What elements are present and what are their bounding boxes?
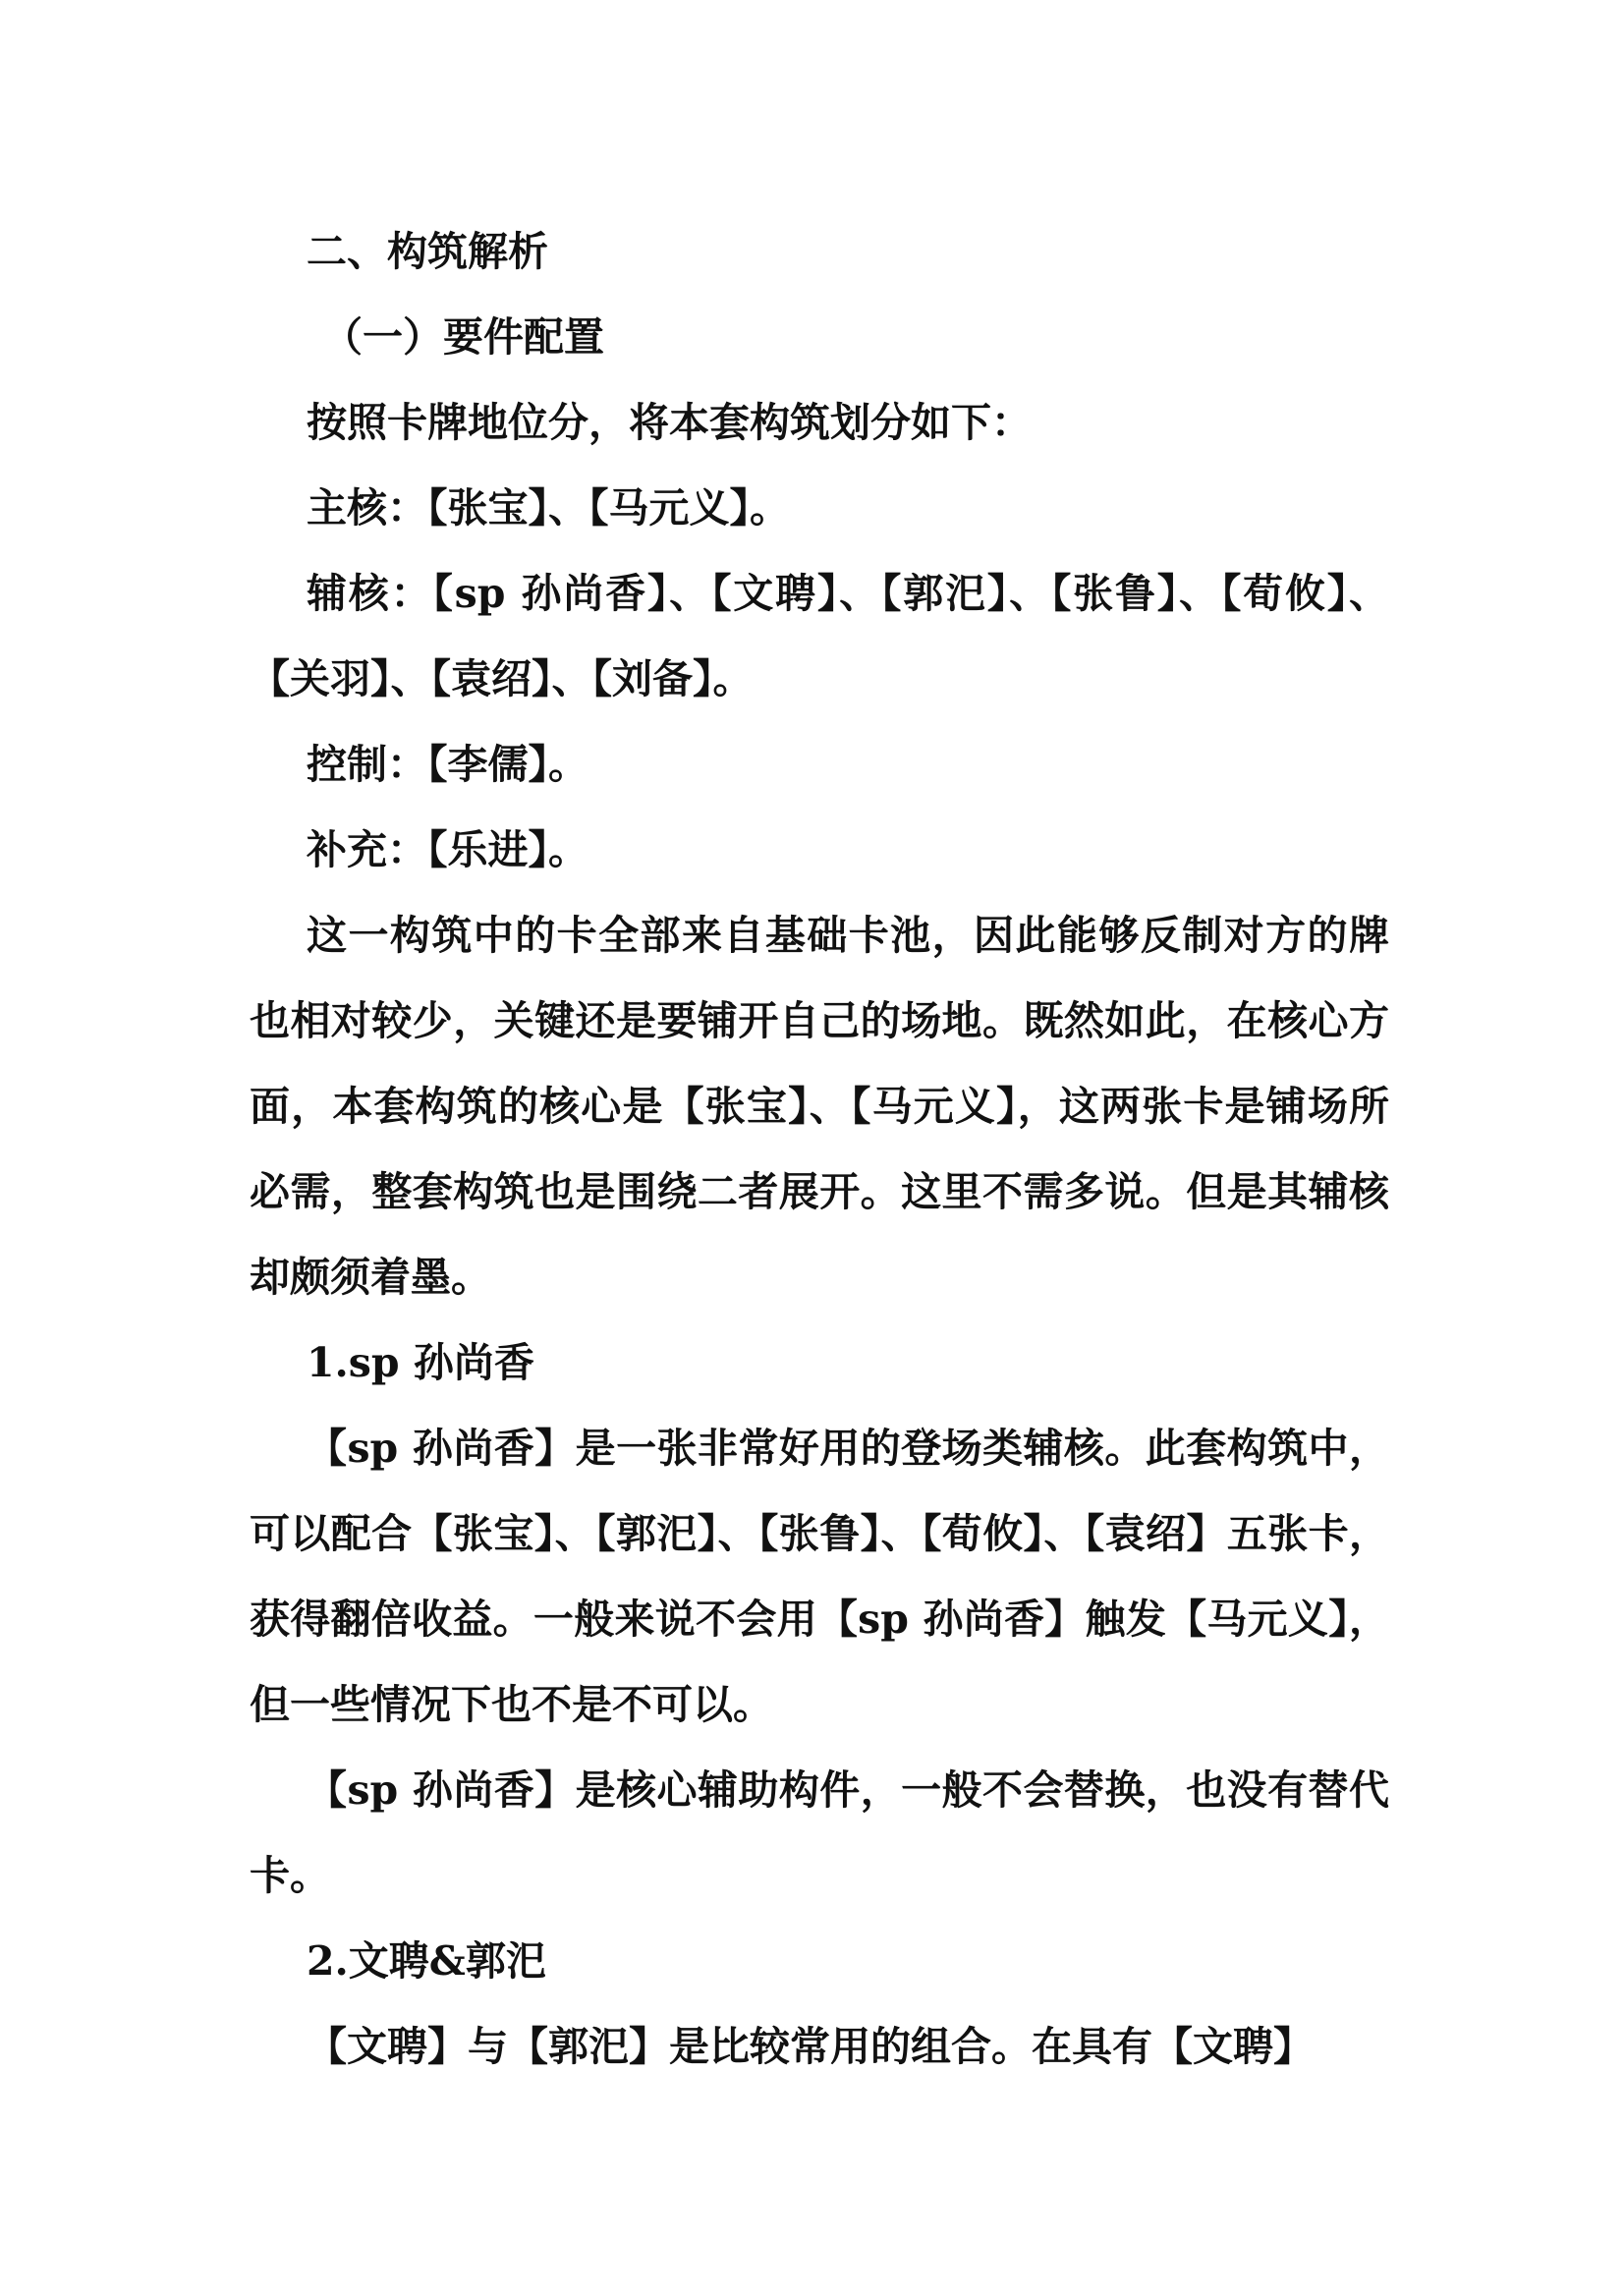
main-core-paragraph: 主核：【张宝】、【马元义】。: [307, 484, 790, 532]
section-heading: 二、构筑解析: [307, 228, 548, 275]
supplement-paragraph: 补充：【乐进】。: [307, 826, 588, 873]
item2-title: 2.文聘&郭汜: [307, 1937, 546, 1985]
support-core-paragraph: 辅核：【sp 孙尚香】、【文聘】、【郭汜】、【张鲁】、【荀攸】、【关羽】、【袁绍】、【刘备】。: [250, 570, 1389, 702]
document-body: [250, 209, 1389, 2090]
overview-paragraph: 这一构筑中的卡全部来自基础卡池，因此能够反制对方的牌也相对较少，关键还是要铺开自己的场地。既然如此，在核心方面，本套构筑的核心是【张宝】、【马元义】，这两张卡是铺场所必需，整套构筑也是围绕二者展开。这里不需多说。但是其辅核却颇须着墨。: [250, 912, 1389, 1301]
control-paragraph: 控制：【李儒】。: [307, 741, 588, 788]
intro-paragraph: 按照卡牌地位分，将本套构筑划分如下：: [307, 399, 1032, 446]
item2-paragraph-1: 【文聘】与【郭汜】是比较常用的组合。在具有【文聘】: [307, 2023, 1314, 2070]
item1-paragraph-1: 【sp 孙尚香】是一张非常好用的登场类辅核。此套构筑中，可以配合【张宝】、【郭汜】、【张鲁】、【荀攸】、【袁绍】五张卡，获得翻倍收益。一般来说不会用【sp 孙尚香】触发【马元义】，但一些情况下也不是不可以。: [250, 1425, 1389, 1728]
subsection-heading: （一）要件配置: [322, 313, 604, 361]
item1-title: 1.sp 孙尚香: [307, 1339, 534, 1386]
item1-paragraph-2: 【sp 孙尚香】是核心辅助构件，一般不会替换，也没有替代卡。: [250, 1766, 1389, 1899]
